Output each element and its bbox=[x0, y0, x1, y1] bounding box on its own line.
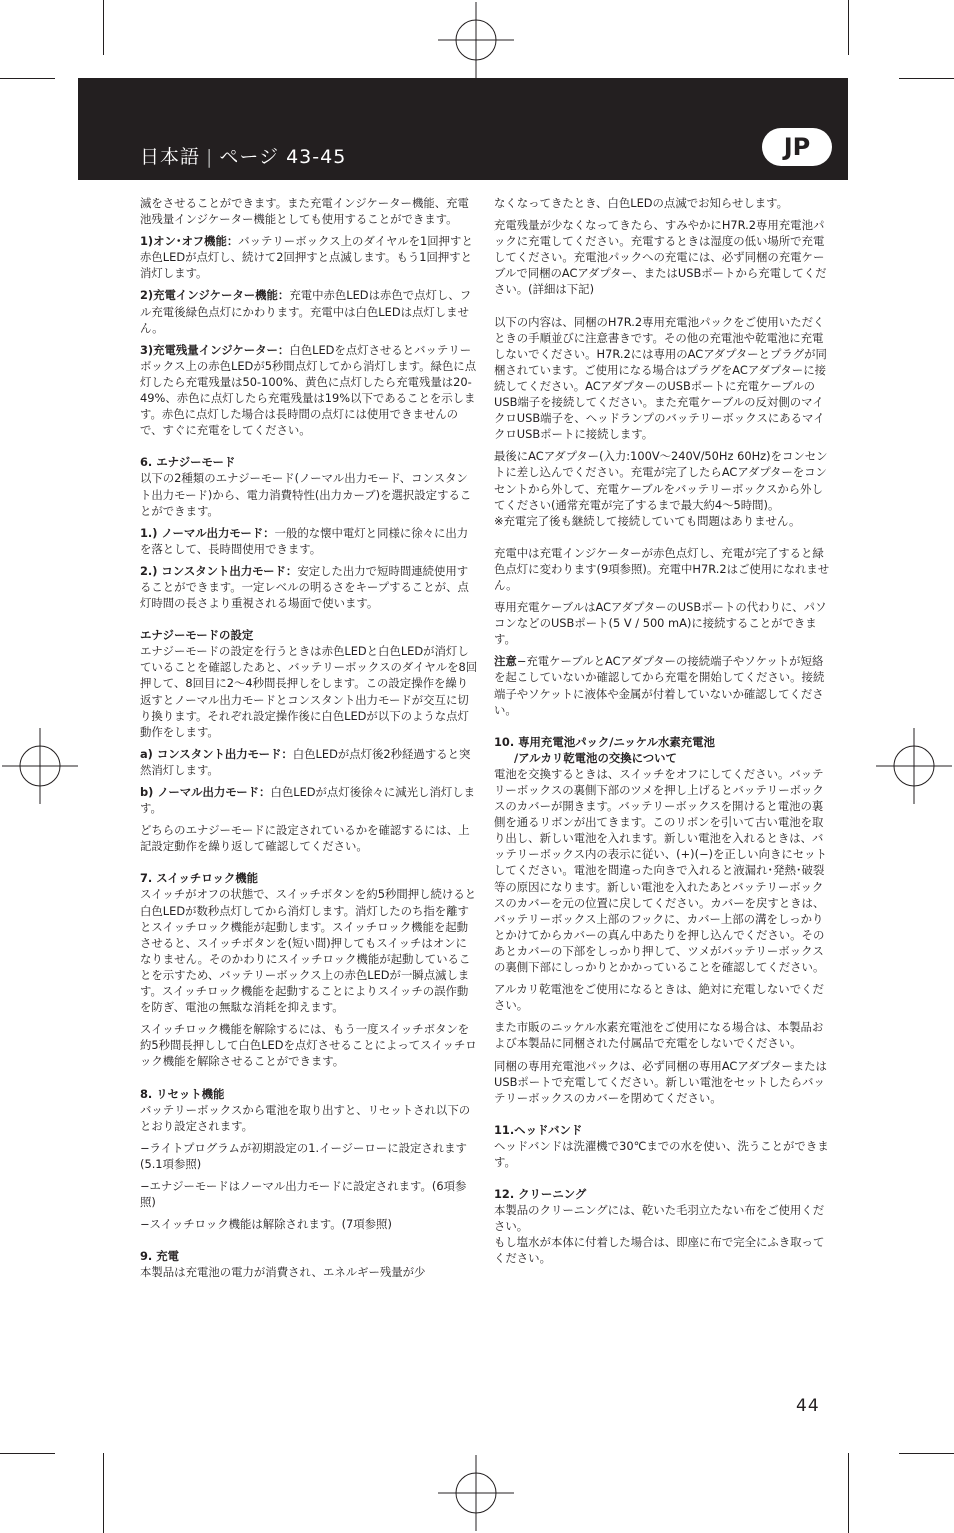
crop-mark-right-bottom bbox=[899, 1453, 954, 1454]
battery-replacement-text: 電池を交換するときは、スイッチをオフにしてください。バッテリーボックスの裏側下部のツメを押し上げるとバッテリーボックスのカバーが開きます。バッテリーボックスを開けると電池の裏側を通るリボンが出てきます。このリボンを引いて古い電池を取り出し、新しい電池を入れます。新しい電池を入れるときは、バッテリーボックス内の表示に従い、(+)(−)を正しい向きにセットしてください。電池を間違った向きで入れると液漏れ･発熱･破裂等の原因になります。新しい電池を入れたあとバッテリーボックスのカバーを元の位置に戻してください。カバーを戻すときは、バッテリーボックス上部のフックに、カバー上部の溝をしっかりとかけてからカバーの真ん中あたりを押し込んでください。そのあとカバーの下部をしっかり押して、ツメがバッテリーボックスの裏側下部にしっかりとかかっていることを確認してください。 bbox=[494, 766, 827, 975]
alkaline-warning: アルカリ乾電池をご使用になるときは、絶対に充電しないでください。 bbox=[494, 982, 824, 1013]
section-7-text: スイッチがオフの状態で、スイッチボタンを約5秒間押し続けると白色LEDが数秒点灯してから消灯します。消灯したのち指を離すとスイッチロック機能が起動します。スイッチロック機能を起動させると、スイッチボタンを(短い間)押してもスイッチはオンになりません。そのかわりにスイッチロック機能が起動していることを示すため、バッテリーボックス上の赤色LEDが一瞬点滅します。スイッチロック機能を起動することによりスイッチの誤作動を防ぎ、電池の無駄な消耗を抑えます。 bbox=[140, 887, 477, 1015]
normal-mode-behavior bbox=[140, 784, 478, 816]
constant-mode-behavior bbox=[140, 746, 478, 778]
item-text: 一般的な懐中電灯と同様に徐々に出力を落として、長時間使用できます。 bbox=[140, 525, 469, 556]
crop-mark-top-left bbox=[103, 0, 104, 55]
normal-mode bbox=[140, 525, 478, 557]
registration-mark-right bbox=[876, 728, 952, 804]
section-11-text: ヘッドバンドは洗濯機で30℃までの水を使い、洗うことができます。 bbox=[494, 1138, 829, 1169]
usb-charging-text: 専用充電ケーブルはACアダプターのUSBポートの代わりに、パソコンなどのUSBポート(5 V / 500 mA)に接続することができます。 bbox=[494, 600, 827, 647]
crop-mark-top-right bbox=[848, 0, 849, 55]
item-title: b) ノーマル出力モード： bbox=[140, 785, 271, 799]
item-text: 白色LEDが点灯後徐々に減光し消灯します。 bbox=[140, 785, 476, 816]
item-text: 安定した出力で短時間連続使用することができます。一定レベルの明るさをキープすることが、点灯時間の長さより重視される場面で使います。 bbox=[140, 563, 469, 611]
item-on-off bbox=[140, 233, 478, 281]
right-column bbox=[494, 195, 832, 1273]
caution-text bbox=[494, 653, 832, 717]
reset-item: −ライトプログラムが初期設定の1.イージーローに設定されます(5.1項参照) bbox=[140, 1140, 467, 1171]
charging-continued: なくなってきたとき、白色LEDの点滅でお知らせします。 bbox=[494, 196, 788, 210]
page-number: 44 bbox=[796, 1396, 820, 1416]
item-text: バッテリーボックス上のダイヤルを1回押すと赤色LEDが点灯し、続けて2回押すと点滅します。もう1回押すと消灯します。 bbox=[140, 234, 473, 281]
item-title: 1)オン･オフ機能： bbox=[140, 234, 239, 249]
section-12-title: 12. クリーニング bbox=[494, 1187, 587, 1202]
registration-mark-top bbox=[438, 2, 514, 78]
registration-mark-left bbox=[2, 728, 78, 804]
energy-mode-check: どちらのエナジーモードに設定されているかを確認するには、上記設定動作を繰り返して確認してください。 bbox=[140, 823, 470, 854]
item-title: 1.) ノーマル出力モード： bbox=[140, 525, 275, 540]
item-title: a) コンスタント出力モード： bbox=[140, 746, 293, 761]
crop-mark-right-top bbox=[899, 78, 954, 79]
item-charge-indicator bbox=[140, 287, 478, 335]
crop-mark-bottom-left bbox=[103, 1453, 104, 1533]
caution-body: −充電ケーブルとACアダプターの接続端子やソケットが短絡を起こしていないか確認してから充電を開始してください。接続端子やソケットに液体や金属が付着していないか確認してください。 bbox=[494, 654, 825, 717]
charging-procedure: 以下の内容は、同梱のH7R.2専用充電池パックをご使用いただくときの手順並びに注意書きです。その他の充電池や乾電池に充電しないでください。H7R.2には専用のACアダプターとプラグが同梱されています。ご使用になる場合はプラグをACアダプターに接続してください。ACアダプターのUSBポートに充電ケーブルのUSB端子を接続してください。また充電ケーブルの反対側のマイクロUSB端子を、ヘッドランプのバッテリーボックスにあるマイクロUSBポートに接続します。 bbox=[494, 314, 827, 442]
registration-mark-bottom bbox=[438, 1455, 514, 1531]
charging-instructions: 充電残量が少なくなってきたら、すみやかにH7R.2専用充電池パックに充電してください。充電するときは湿度の低い場所で充電してください。充電池パックへの充電には、必ず同梱の充電ケーブルで同梱のACアダプター、またはUSBポートから充電してください。(詳細は下記) bbox=[494, 218, 827, 297]
section-6-text: 以下の2種類のエナジーモード(ノーマル出力モード、コンスタント出力モード)から、電力消費特性(出力カーブ)を選択設定することができます。 bbox=[140, 471, 472, 518]
section-12-text: 本製品のクリーニングには、乾いた毛羽立たない布をご使用ください。 bbox=[494, 1203, 825, 1234]
item-text: 白色LEDを点灯させるとバッテリーボックス上の赤色LEDが5秒間点灯してから消灯します。緑色に点灯したら充電残量は50-100%、黄色に点灯したら充電残量は20-49%、赤色に点灯したら充電残量は19%以下であることを示します。赤色に点灯した場合は長時間の点灯には使用できませんので、すぐに充電をしてください。 bbox=[140, 342, 477, 438]
reset-item: −スイッチロック機能は解除されます。(7項参照) bbox=[140, 1217, 392, 1232]
section-8-text: バッテリーボックスから電池を取り出すと、リセットされ以下のとおり設定されます。 bbox=[140, 1102, 471, 1133]
item-title: 2.) コンスタント出力モード： bbox=[140, 563, 298, 578]
reset-item: −エナジーモードはノーマル出力モードに設定されます。(6項参照) bbox=[140, 1178, 467, 1210]
energy-mode-setting-text: エナジーモードの設定を行うときは赤色LEDと白色LEDが消灯していることを確認したあと、バッテリーボックスのダイヤルを8回押して、8回目に2～4秒間長押しをします。この設定操作を繰り返すとノーマル出力モードとコンスタント出力モードが交互に切り換ります。それぞれ設定操作後に白色LEDが以下のような点灯動作をします。 bbox=[140, 644, 478, 739]
charging-indicator-text: 充電中は充電インジケーターが赤色点灯し、充電が完了すると緑色点灯に変わります(9項参照)。充電中H7R.2はご使用になれません。 bbox=[494, 545, 830, 592]
caution-label: 注意 bbox=[494, 654, 517, 669]
section-6-title: 6. エナジーモード bbox=[140, 455, 236, 470]
constant-mode bbox=[140, 563, 478, 611]
header-pages: ページ 43-45 bbox=[219, 146, 347, 168]
header-band bbox=[78, 78, 848, 180]
item-text: 充電中赤色LEDは赤色で点灯し、フル充電後緑色点灯にかわります。充電中は白色LEDは点灯しません。 bbox=[140, 288, 472, 335]
section-9-text: 本製品は充電池の電力が消費され、エネルギー残量が少 bbox=[140, 1265, 426, 1280]
nimh-warning: また市販のニッケル水素充電池をご使用になる場合は、本製品および本製品に同梱された付属品で充電をしないでください。 bbox=[494, 1020, 824, 1051]
charging-adapter: 最後にACアダプター(入力:100V～240V/50Hz 60Hz)をコンセントに差し込んでください。充電が完了したらACアダプターをコンセントから外して、充電ケーブルをバッテリーボックスから外してください(通常充電が完了するまで最大約4～5時間)。 bbox=[494, 449, 828, 512]
pack-charging-note: 同梱の専用充電池パックは、必ず同梱の専用ACアダプターまたはUSBポートで充電してください。新しい電池をセットしたらバッテリーボックスのカバーを閉めてください。 bbox=[494, 1058, 827, 1105]
section-7-title: 7. スイッチロック機能 bbox=[140, 871, 259, 886]
charging-note: ※充電完了後も継続して接続していても問題はありません。 bbox=[494, 513, 801, 528]
crop-mark-left-top bbox=[0, 78, 55, 79]
intro-text: 滅をさせることができます。また充電インジケーター機能、充電池残量インジケーター機能としても使用することができます。 bbox=[140, 196, 469, 227]
item-title: 2)充電インジケーター機能： bbox=[140, 288, 290, 303]
energy-mode-setting-title: エナジーモードの設定 bbox=[140, 628, 254, 643]
section-10-title-line1: 10. 専用充電池パック/ニッケル水素充電池 bbox=[494, 734, 715, 749]
item-title: 3)充電残量インジケーター： bbox=[140, 342, 290, 357]
section-9-title: 9. 充電 bbox=[140, 1249, 179, 1264]
header-separator: | bbox=[206, 146, 214, 168]
section-11-title: 11.ヘッドバンド bbox=[494, 1122, 583, 1137]
section-8-title: 8. リセット機能 bbox=[140, 1086, 225, 1101]
crop-mark-bottom-right bbox=[848, 1453, 849, 1533]
section-7-release: スイッチロック機能を解除するには、もう一度スイッチボタンを約5秒間長押しして白色LEDを点灯させることによってスイッチロック機能を解除させることができます。 bbox=[140, 1022, 477, 1069]
header-title bbox=[140, 142, 346, 169]
header-language: 日本語 bbox=[140, 146, 201, 168]
crop-mark-left-bottom bbox=[0, 1453, 55, 1454]
left-column bbox=[140, 195, 478, 1286]
section-10-title-line2: /アルカリ乾電池の交換について bbox=[514, 750, 677, 765]
item-text: 白色LEDが点灯後2秒経過すると突然消灯します。 bbox=[140, 746, 471, 777]
section-12-saltwater: もし塩水が本体に付着した場合は、即座に布で完全にふき取ってください。 bbox=[494, 1235, 825, 1266]
item-remaining-indicator bbox=[140, 342, 478, 439]
section-10-title bbox=[494, 734, 832, 766]
language-badge: JP bbox=[762, 128, 832, 166]
